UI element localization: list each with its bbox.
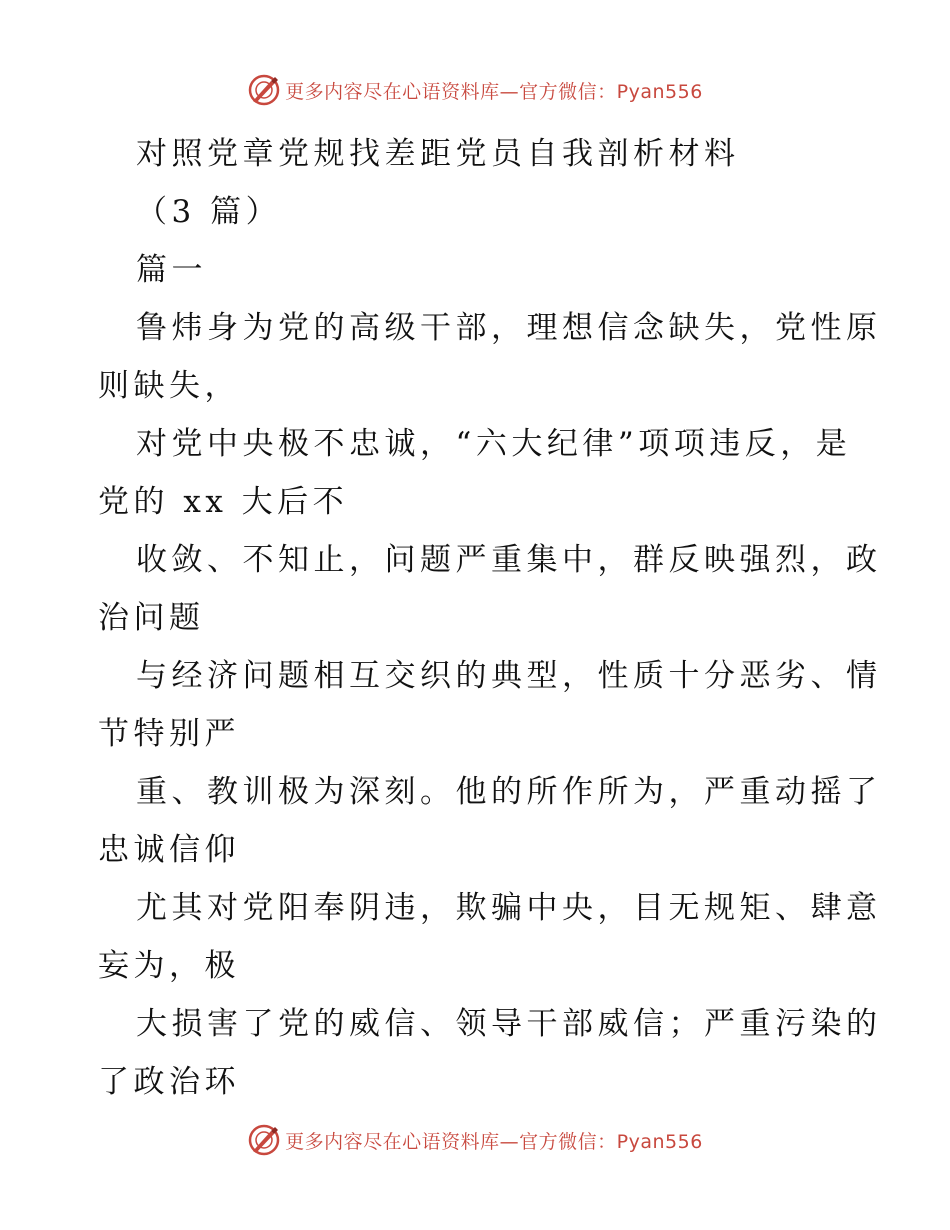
paragraph-line: 党的 xx 大后不 bbox=[98, 484, 349, 520]
banner-slogan: 更多内容尽在心语资料库—官方微信： bbox=[285, 1130, 617, 1153]
paragraph-line: 尤其对党阳奉阴违，欺骗中央，目无规矩、肆意 bbox=[136, 890, 882, 926]
paragraph-line: 对党中央极不忠诚，“六大纪律”项项违反，是 bbox=[136, 426, 852, 462]
paragraph-line: 与经济问题相互交织的典型，性质十分恶劣、情 bbox=[136, 658, 882, 694]
paragraph-line: 节特别严 bbox=[98, 716, 240, 752]
paragraph-line: 妄为，极 bbox=[98, 948, 240, 984]
paragraph-line: 治问题 bbox=[98, 600, 205, 636]
paragraph-line: 则缺失， bbox=[98, 368, 240, 404]
footer-watermark-banner bbox=[0, 1120, 950, 1160]
banner-slogan: 更多内容尽在心语资料库—官方微信： bbox=[285, 80, 617, 103]
paragraph-line: 收敛、不知止，问题严重集中，群反映强烈，政 bbox=[136, 542, 882, 578]
wechat-id: Pyan556 bbox=[616, 1130, 703, 1153]
document-subtitle: （3 篇） bbox=[136, 194, 282, 230]
paragraph-line: 大损害了党的威信、领导干部威信；严重污染的 bbox=[136, 1006, 882, 1042]
paragraph-line: 忠诚信仰 bbox=[98, 832, 240, 868]
banner-text bbox=[285, 1127, 703, 1154]
wechat-id: Pyan556 bbox=[616, 80, 703, 103]
document-body bbox=[98, 125, 882, 1111]
pen-logo-icon bbox=[247, 73, 281, 107]
banner-text bbox=[285, 77, 703, 104]
document-title: 对照党章党规找差距党员自我剖析材料 bbox=[136, 136, 740, 172]
paragraph-line: 了政治环 bbox=[98, 1064, 240, 1100]
paragraph-line: 重、教训极为深刻。他的所作所为，严重动摇了 bbox=[136, 774, 882, 810]
pen-logo-icon bbox=[247, 1123, 281, 1157]
section-heading: 篇一 bbox=[136, 252, 207, 288]
paragraph-line: 鲁炜身为党的高级干部，理想信念缺失，党性原 bbox=[136, 310, 882, 346]
header-watermark-banner bbox=[0, 70, 950, 110]
